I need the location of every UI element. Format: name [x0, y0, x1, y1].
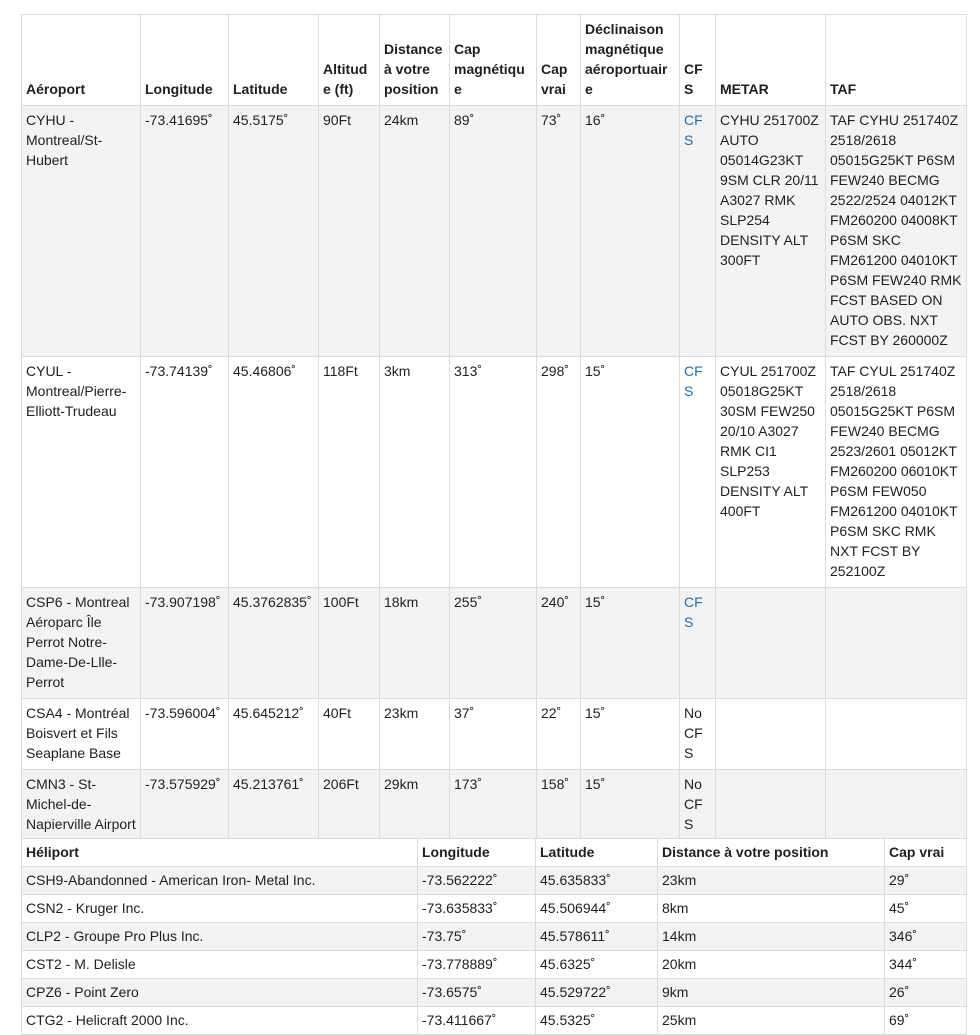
- heliports-header-row: [22, 839, 967, 867]
- heliport-latitude: 45.635833˚: [536, 867, 658, 895]
- header-cap-vrai: Cap vrai: [537, 15, 581, 106]
- heliport-cap-vrai: 344˚: [885, 951, 967, 979]
- airport-cfs: No CFS: [680, 770, 716, 841]
- header-longitude: Longitude: [141, 15, 229, 106]
- heliport-longitude: -73.635833˚: [418, 895, 536, 923]
- airport-taf: [826, 699, 967, 770]
- header-declinaison: Déclinaison magnétique aéroportuaire: [581, 15, 680, 106]
- header-taf: TAF: [826, 15, 967, 106]
- airport-metar: [716, 588, 826, 699]
- airport-row: [22, 106, 967, 357]
- airport-distance: 18km: [380, 588, 450, 699]
- heliport-row: [22, 867, 967, 895]
- airport-name: CYUL - Montreal/Pierre-Elliott-Trudeau: [22, 357, 141, 588]
- heliport-distance: 20km: [658, 951, 885, 979]
- airport-taf: [826, 588, 967, 699]
- airport-name: CYHU - Montreal/St-Hubert: [22, 106, 141, 357]
- airport-name: CSP6 - Montreal Aéroparc Île Perrot Notre-Dame-De-Llle-Perrot: [22, 588, 141, 699]
- airport-cap-magnetique: 313˚: [450, 357, 537, 588]
- heliport-name: CLP2 - Groupe Pro Plus Inc.: [22, 923, 418, 951]
- heliport-row: [22, 979, 967, 1007]
- header-cap-vrai: Cap vrai: [885, 839, 967, 867]
- cfs-link[interactable]: CFS: [684, 363, 703, 399]
- airport-cap-vrai: 73˚: [537, 106, 581, 357]
- heliport-name: CTG2 - Helicraft 2000 Inc.: [22, 1007, 418, 1035]
- heliport-longitude: -73.562222˚: [418, 867, 536, 895]
- airport-cfs: No CFS: [680, 699, 716, 770]
- airport-cap-magnetique: 89˚: [450, 106, 537, 357]
- airport-altitude: 90Ft: [319, 106, 380, 357]
- heliport-distance: 25km: [658, 1007, 885, 1035]
- heliport-cap-vrai: 346˚: [885, 923, 967, 951]
- airport-metar: [716, 699, 826, 770]
- header-latitude: Latitude: [229, 15, 319, 106]
- airport-row: [22, 770, 967, 841]
- heliport-latitude: 45.5325˚: [536, 1007, 658, 1035]
- airport-taf: [826, 770, 967, 841]
- heliport-latitude: 45.506944˚: [536, 895, 658, 923]
- heliport-name: CSN2 - Kruger Inc.: [22, 895, 418, 923]
- airport-distance: 3km: [380, 357, 450, 588]
- airport-row: [22, 699, 967, 770]
- heliport-name: CST2 - M. Delisle: [22, 951, 418, 979]
- heliport-row: [22, 951, 967, 979]
- heliport-longitude: -73.6575˚: [418, 979, 536, 1007]
- airport-distance: 23km: [380, 699, 450, 770]
- airport-cap-magnetique: 173˚: [450, 770, 537, 841]
- airport-taf: TAF CYHU 251740Z 2518/2618 05015G25KT P6SM FEW240 BECMG 2522/2524 04012KT FM260200 04008KT P6SM SKC FM261200 04010KT P6SM FEW240 RMK FCST BASED ON AUTO OBS. NXT FCST BY 260000Z: [826, 106, 967, 357]
- airport-altitude: 118Ft: [319, 357, 380, 588]
- header-cfs: CFS: [680, 15, 716, 106]
- airport-cap-vrai: 158˚: [537, 770, 581, 841]
- heliport-latitude: 45.578611˚: [536, 923, 658, 951]
- heliport-distance: 14km: [658, 923, 885, 951]
- heliport-distance: 8km: [658, 895, 885, 923]
- airport-declinaison: 15˚: [581, 770, 680, 841]
- airport-altitude: 40Ft: [319, 699, 380, 770]
- airport-latitude: 45.213761˚: [229, 770, 319, 841]
- header-metar: METAR: [716, 15, 826, 106]
- cfs-link[interactable]: CFS: [684, 112, 703, 148]
- heliport-name: CSH9-Abandonned - American Iron- Metal Inc.: [22, 867, 418, 895]
- airport-cap-magnetique: 255˚: [450, 588, 537, 699]
- header-distance: Distance à votre position: [380, 15, 450, 106]
- header-aeroport: Aéroport: [22, 15, 141, 106]
- airport-distance: 29km: [380, 770, 450, 841]
- heliport-name: CPZ6 - Point Zero: [22, 979, 418, 1007]
- airport-row: [22, 588, 967, 699]
- heliport-latitude: 45.6325˚: [536, 951, 658, 979]
- airport-cap-magnetique: 37˚: [450, 699, 537, 770]
- airport-declinaison: 15˚: [581, 357, 680, 588]
- airport-metar: CYUL 251700Z 05018G25KT 30SM FEW250 20/10 A3027 RMK CI1 SLP253 DENSITY ALT 400FT: [716, 357, 826, 588]
- heliport-row: [22, 895, 967, 923]
- heliport-cap-vrai: 69˚: [885, 1007, 967, 1035]
- airports-header-row: [22, 15, 967, 106]
- heliports-table: [21, 838, 967, 1035]
- airport-latitude: 45.5175˚: [229, 106, 319, 357]
- header-distance: Distance à votre position: [658, 839, 885, 867]
- airport-altitude: 100Ft: [319, 588, 380, 699]
- heliport-distance: 9km: [658, 979, 885, 1007]
- header-longitude: Longitude: [418, 839, 536, 867]
- airport-longitude: -73.41695˚: [141, 106, 229, 357]
- heliport-cap-vrai: 26˚: [885, 979, 967, 1007]
- airports-table: [21, 14, 967, 841]
- airport-cfs-cell: [680, 588, 716, 699]
- airport-latitude: 45.3762835˚: [229, 588, 319, 699]
- airport-distance: 24km: [380, 106, 450, 357]
- airport-cfs-cell: [680, 106, 716, 357]
- airport-cap-vrai: 22˚: [537, 699, 581, 770]
- heliport-cap-vrai: 45˚: [885, 895, 967, 923]
- airport-altitude: 206Ft: [319, 770, 380, 841]
- header-cap-magnetique: Cap magnétique: [450, 15, 537, 106]
- airport-cfs-cell: [680, 357, 716, 588]
- airport-declinaison: 15˚: [581, 699, 680, 770]
- airport-taf: TAF CYUL 251740Z 2518/2618 05015G25KT P6SM FEW240 BECMG 2523/2601 05012KT FM260200 06010KT P6SM FEW050 FM261200 04010KT P6SM SKC RMK NXT FCST BY 252100Z: [826, 357, 967, 588]
- cfs-link[interactable]: CFS: [684, 594, 703, 630]
- heliport-row: [22, 1007, 967, 1035]
- heliport-longitude: -73.411667˚: [418, 1007, 536, 1035]
- heliport-row: [22, 923, 967, 951]
- airport-declinaison: 16˚: [581, 106, 680, 357]
- header-altitude: Altitude (ft): [319, 15, 380, 106]
- airport-latitude: 45.645212˚: [229, 699, 319, 770]
- heliport-distance: 23km: [658, 867, 885, 895]
- header-latitude: Latitude: [536, 839, 658, 867]
- airport-metar: CYHU 251700Z AUTO 05014G23KT 9SM CLR 20/11 A3027 RMK SLP254 DENSITY ALT 300FT: [716, 106, 826, 357]
- airport-cap-vrai: 298˚: [537, 357, 581, 588]
- airport-longitude: -73.596004˚: [141, 699, 229, 770]
- header-heliport: Héliport: [22, 839, 418, 867]
- airport-name: CSA4 - Montréal Boisvert et Fils Seaplane Base: [22, 699, 141, 770]
- airport-longitude: -73.575929˚: [141, 770, 229, 841]
- airport-cap-vrai: 240˚: [537, 588, 581, 699]
- airport-name: CMN3 - St-Michel-de-Napierville Airport: [22, 770, 141, 841]
- airport-latitude: 45.46806˚: [229, 357, 319, 588]
- airport-longitude: -73.74139˚: [141, 357, 229, 588]
- airport-longitude: -73.907198˚: [141, 588, 229, 699]
- heliport-latitude: 45.529722˚: [536, 979, 658, 1007]
- airport-row: [22, 357, 967, 588]
- heliport-longitude: -73.75˚: [418, 923, 536, 951]
- heliport-cap-vrai: 29˚: [885, 867, 967, 895]
- airport-metar: [716, 770, 826, 841]
- heliport-longitude: -73.778889˚: [418, 951, 536, 979]
- airport-declinaison: 15˚: [581, 588, 680, 699]
